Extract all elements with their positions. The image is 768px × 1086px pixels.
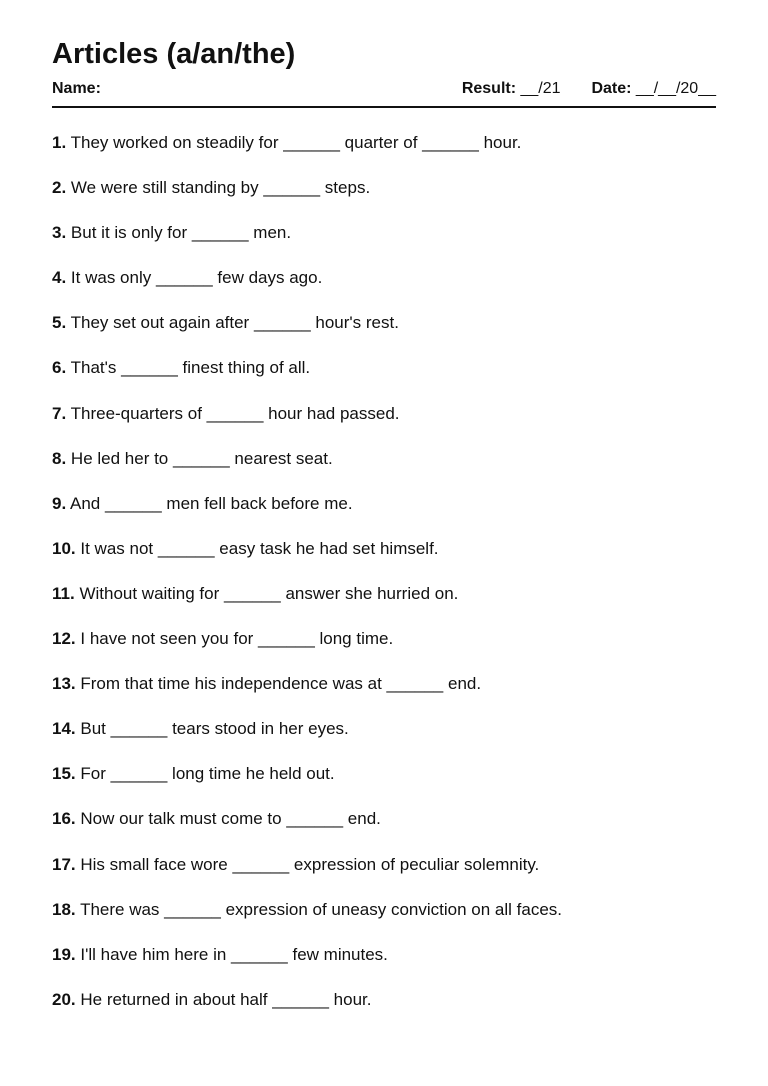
question-text: But it is only for ______ men. xyxy=(70,223,292,243)
date-value: __/__/20__ xyxy=(635,80,716,97)
result-date-group xyxy=(462,80,716,98)
header-divider xyxy=(52,106,716,108)
question-number: 14. xyxy=(52,719,76,739)
question-item xyxy=(52,706,716,751)
question-text: They set out again after ______ hour's rest. xyxy=(70,313,399,333)
result-value: __/21 xyxy=(520,80,561,97)
question-text: But ______ tears stood in her eyes. xyxy=(80,719,349,739)
question-number: 1. xyxy=(52,133,67,152)
question-item xyxy=(52,255,716,300)
question-number: 5. xyxy=(52,313,67,333)
question-item xyxy=(52,977,716,1022)
question-number: 2. xyxy=(52,178,67,198)
question-item xyxy=(52,616,716,661)
question-number: 17. xyxy=(52,854,76,874)
question-number: 12. xyxy=(52,629,76,649)
question-list xyxy=(52,120,716,1022)
result-label: Result: xyxy=(461,80,517,97)
question-number: 16. xyxy=(52,809,76,829)
question-item xyxy=(52,391,716,436)
question-text: I'll have him here in ______ few minutes. xyxy=(80,944,388,964)
question-text: It was not ______ easy task he had set himself. xyxy=(80,538,439,558)
question-item xyxy=(52,842,716,887)
question-text: For ______ long time he held out. xyxy=(80,764,335,784)
question-item xyxy=(52,120,716,165)
question-number: 18. xyxy=(52,899,76,919)
question-item xyxy=(52,571,716,616)
question-text: Three-quarters of ______ hour had passed. xyxy=(70,403,400,423)
question-number: 19. xyxy=(52,944,76,964)
question-item xyxy=(52,796,716,841)
question-text: That's ______ finest thing of all. xyxy=(70,358,311,378)
question-text: It was only ______ few days ago. xyxy=(70,268,323,288)
question-number: 4. xyxy=(52,268,67,288)
question-text: They worked on steadily for ______ quarter of ______ hour. xyxy=(70,133,522,152)
question-text: I have not seen you for ______ long time. xyxy=(80,629,394,649)
question-item xyxy=(52,661,716,706)
question-item xyxy=(52,526,716,571)
question-item xyxy=(52,932,716,977)
question-number: 13. xyxy=(52,674,76,694)
question-text: He led her to ______ nearest seat. xyxy=(70,448,333,468)
question-text: And ______ men fell back before me. xyxy=(69,493,353,513)
question-item xyxy=(52,436,716,481)
worksheet xyxy=(52,36,716,1022)
question-number: 8. xyxy=(52,448,67,468)
question-text: He returned in about half ______ hour. xyxy=(80,989,372,1009)
question-number: 15. xyxy=(52,764,76,784)
question-item xyxy=(52,210,716,255)
page-title: Articles (a/an/the) xyxy=(52,38,296,70)
question-number: 11. xyxy=(52,583,75,603)
question-text: We were still standing by ______ steps. xyxy=(70,178,371,198)
question-item xyxy=(52,481,716,526)
question-text: There was ______ expression of uneasy conviction on all faces. xyxy=(80,899,563,919)
question-number: 6. xyxy=(52,358,67,378)
name-label: Name: xyxy=(52,80,101,97)
question-item xyxy=(52,300,716,345)
date-label: Date: xyxy=(591,80,632,97)
question-text: From that time his independence was at ______ end. xyxy=(80,674,482,694)
question-text: Without waiting for ______ answer she hurried on. xyxy=(79,583,459,603)
question-number: 9. xyxy=(52,493,67,513)
question-item xyxy=(52,345,716,390)
question-item xyxy=(52,165,716,210)
question-number: 20. xyxy=(52,989,76,1009)
question-item xyxy=(52,887,716,932)
question-number: 10. xyxy=(52,538,76,558)
question-item xyxy=(52,751,716,796)
header-row xyxy=(52,78,716,100)
question-text: His small face wore ______ expression of peculiar solemnity. xyxy=(80,854,540,874)
question-number: 3. xyxy=(52,223,67,243)
question-text: Now our talk must come to ______ end. xyxy=(80,809,381,829)
question-number: 7. xyxy=(52,403,67,423)
